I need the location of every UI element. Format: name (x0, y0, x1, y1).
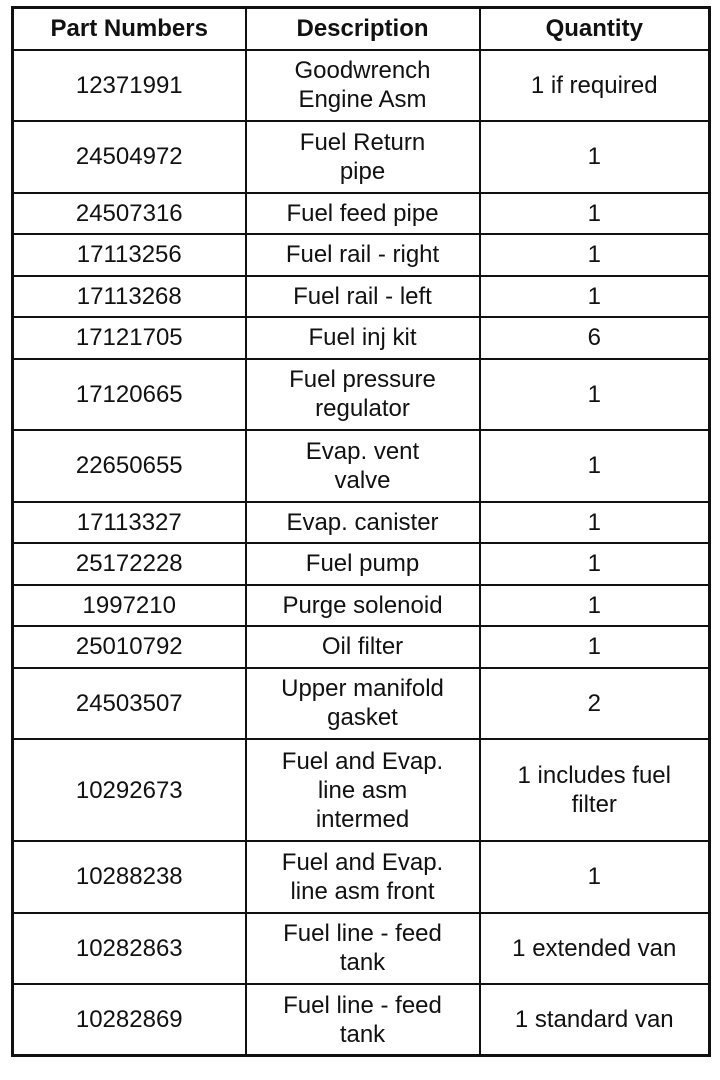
table-row (13, 739, 710, 841)
part-number-cell: 1997210 (13, 585, 246, 627)
description-cell: Evap. vent valve (246, 430, 480, 502)
quantity-cell: 1 (480, 841, 710, 913)
quantity-cell: 1 (480, 585, 710, 627)
description-cell: Fuel and Evap. line asm intermed (246, 739, 480, 841)
quantity-cell: 1 (480, 193, 710, 235)
quantity-cell: 1 (480, 234, 710, 276)
table-row (13, 359, 710, 431)
description-cell: Upper manifold gasket (246, 668, 480, 740)
table-row (13, 121, 710, 193)
quantity-cell: 1 (480, 502, 710, 544)
description-cell: Fuel feed pipe (246, 193, 480, 235)
part-number-cell: 17120665 (13, 359, 246, 431)
table-row (13, 984, 710, 1056)
description-cell: Purge solenoid (246, 585, 480, 627)
description-cell: Fuel inj kit (246, 317, 480, 359)
part-number-cell: 12371991 (13, 50, 246, 122)
description-cell: Fuel pressure regulator (246, 359, 480, 431)
parts-table (11, 6, 711, 1057)
quantity-cell: 2 (480, 668, 710, 740)
description-cell: Fuel rail - left (246, 276, 480, 318)
table-row (13, 668, 710, 740)
table-row (13, 50, 710, 122)
description-cell: Oil filter (246, 626, 480, 668)
description-cell: Fuel line - feed tank (246, 984, 480, 1056)
part-number-cell: 22650655 (13, 430, 246, 502)
quantity-cell: 6 (480, 317, 710, 359)
quantity-cell: 1 extended van (480, 913, 710, 985)
quantity-cell: 1 (480, 121, 710, 193)
quantity-cell: 1 if required (480, 50, 710, 122)
description-cell: Evap. canister (246, 502, 480, 544)
quantity-cell: 1 standard van (480, 984, 710, 1056)
table-row (13, 841, 710, 913)
table-row (13, 502, 710, 544)
quantity-cell: 1 (480, 430, 710, 502)
part-number-cell: 10288238 (13, 841, 246, 913)
quantity-cell: 1 (480, 626, 710, 668)
description-cell: Fuel rail - right (246, 234, 480, 276)
part-number-cell: 25172228 (13, 543, 246, 585)
description-cell: Fuel and Evap. line asm front (246, 841, 480, 913)
part-number-cell: 17121705 (13, 317, 246, 359)
table-row (13, 626, 710, 668)
part-number-cell: 24507316 (13, 193, 246, 235)
part-number-cell: 17113256 (13, 234, 246, 276)
part-number-cell: 25010792 (13, 626, 246, 668)
quantity-cell: 1 includes fuel filter (480, 739, 710, 841)
header-quantity: Quantity (480, 8, 710, 50)
table-row (13, 913, 710, 985)
part-number-cell: 10292673 (13, 739, 246, 841)
description-cell: Fuel pump (246, 543, 480, 585)
part-number-cell: 10282869 (13, 984, 246, 1056)
table-row (13, 234, 710, 276)
table-row (13, 585, 710, 627)
quantity-cell: 1 (480, 276, 710, 318)
description-cell: Fuel Return pipe (246, 121, 480, 193)
table-row (13, 193, 710, 235)
table-header-row (13, 8, 710, 50)
part-number-cell: 17113327 (13, 502, 246, 544)
quantity-cell: 1 (480, 359, 710, 431)
description-cell: Fuel line - feed tank (246, 913, 480, 985)
part-number-cell: 17113268 (13, 276, 246, 318)
table-row (13, 317, 710, 359)
table-row (13, 430, 710, 502)
table-row (13, 276, 710, 318)
part-number-cell: 24503507 (13, 668, 246, 740)
header-part-numbers: Part Numbers (13, 8, 246, 50)
quantity-cell: 1 (480, 543, 710, 585)
header-description: Description (246, 8, 480, 50)
description-cell: Goodwrench Engine Asm (246, 50, 480, 122)
part-number-cell: 24504972 (13, 121, 246, 193)
part-number-cell: 10282863 (13, 913, 246, 985)
table-row (13, 543, 710, 585)
